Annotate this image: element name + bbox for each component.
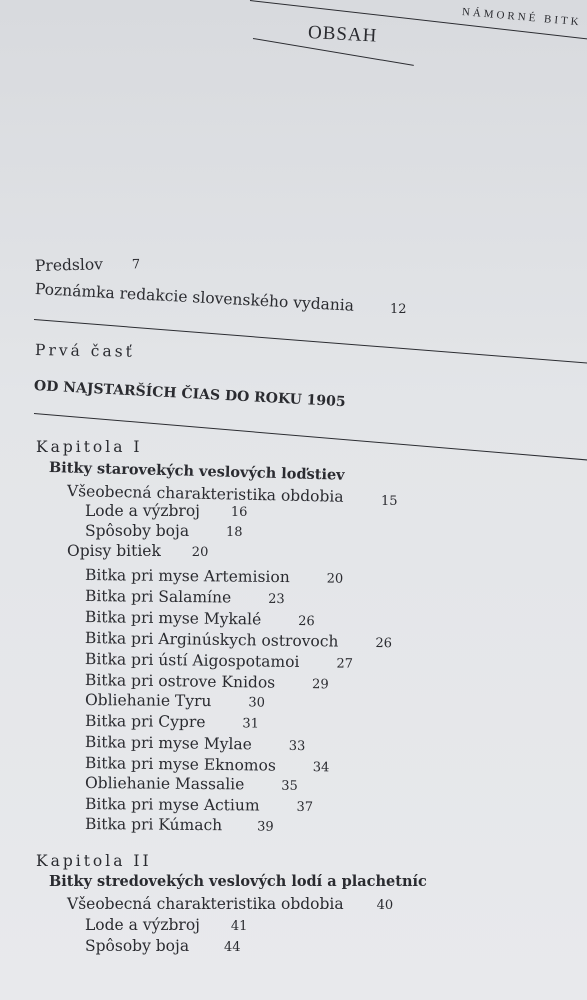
toc-entry-page: 44 (224, 940, 241, 955)
toc-entry-page: 40 (376, 898, 394, 913)
toc-entry (85, 522, 243, 540)
toc-entry (85, 671, 329, 692)
toc-entry-page: 39 (257, 819, 274, 835)
toc-entry (85, 502, 247, 520)
toc-entry-page: 29 (311, 677, 329, 693)
toc-entry (85, 754, 330, 775)
toc-entry (85, 608, 315, 629)
toc-entry-page: 20 (191, 545, 209, 560)
toc-entry-page: 16 (230, 505, 248, 520)
toc-entry-page: 18 (226, 525, 243, 540)
toc-entry-page: 12 (390, 302, 407, 317)
toc-entry-page: 41 (230, 919, 248, 934)
toc-entry (85, 795, 313, 815)
toc-entry-page: 20 (326, 571, 344, 587)
toc-entry-title: Bitka pri Cypre (84, 712, 206, 732)
toc-entry-title: Spôsoby boja (85, 937, 190, 955)
toc-entry (85, 629, 392, 651)
toc-entry-page: 27 (336, 656, 354, 672)
toc-entry-title: Opisy bitiek (67, 542, 161, 560)
toc-entry-title: Bitka pri Arginúskych ostrovoch (84, 629, 339, 651)
chapter-title: Bitky starovekých veslových loďstiev (48, 459, 345, 484)
toc-entry (85, 733, 306, 754)
toc-entry-page: 23 (268, 591, 285, 608)
toc-entry-page: 33 (288, 738, 306, 755)
toc-entry-page: 15 (381, 494, 398, 509)
toc-entry-title: Bitka pri Kúmach (84, 815, 223, 835)
toc-entry-title: Spôsoby boja (85, 522, 190, 540)
toc-entry-page: 26 (298, 613, 315, 630)
toc-entry: Všeobecná charakteristika obdobia (66, 482, 344, 506)
toc-entry (85, 587, 285, 607)
toc-entry (85, 937, 241, 955)
toc-entry-title: Bitka pri myse Actium (84, 795, 260, 815)
toc-entry (85, 815, 274, 835)
toc-entry-page: 30 (248, 695, 265, 711)
toc-entry-title: Predslov (34, 255, 104, 275)
chapter-label: Kapitola I (36, 438, 143, 456)
toc-entry-title: Obliehanie Massalie (84, 774, 245, 794)
toc-entry (67, 542, 208, 560)
toc-entry-title: Bitka pri ostrove Knidos (84, 671, 276, 692)
toc-entry-page: 31 (242, 716, 260, 732)
toc-entry-title: Lode a výzbroj (85, 502, 200, 520)
toc-entry-title: Bitka pri myse Eknomos (84, 754, 276, 775)
chapter-title: Bitky stredovekých veslových lodí a plachetníc (49, 873, 427, 890)
part-label: Prvá časť (34, 341, 136, 361)
toc-entry-title: Bitka pri myse Mylae (84, 733, 252, 754)
toc-entry-page: 7 (131, 257, 141, 273)
toc-entry (85, 774, 298, 794)
toc-entry-page: 35 (281, 778, 298, 794)
toc-entry (67, 895, 393, 913)
chapter-label: Kapitola II (36, 852, 152, 870)
toc-entry-title: Všeobecná charakteristika obdobia (67, 895, 344, 913)
toc-entry-page: 37 (296, 799, 314, 815)
toc-entry (85, 712, 259, 732)
toc-entry-title: Bitka pri myse Artemision (84, 566, 290, 587)
toc-entry-title: Bitka pri Salamíne (84, 587, 232, 607)
running-head: NÁMORNÉ BITK (461, 6, 583, 29)
page-title: OBSAH (307, 22, 378, 47)
toc-entry-predslov (35, 254, 141, 275)
toc-entry-title: Bitka pri ústí Aigospotamoi (84, 650, 300, 671)
toc-entry-poznamka (35, 280, 355, 315)
toc-entry-title: Lode a výzbroj (85, 916, 200, 934)
toc-entry-title: Bitka pri myse Mykalé (84, 608, 262, 629)
toc-entry (85, 691, 265, 711)
toc-entry-title: Poznámka redakcie slovenského vydania (34, 280, 355, 315)
part-title: OD NAJSTARŠÍCH ČIAS DO ROKU 1905 (33, 378, 346, 411)
toc-entry-page: 34 (312, 760, 330, 776)
toc-entry (85, 650, 353, 672)
toc-entry (85, 566, 343, 587)
toc-entry-title: Obliehanie Tyru (84, 691, 212, 711)
toc-entry-page: 26 (375, 636, 393, 652)
toc-entry (85, 916, 247, 934)
